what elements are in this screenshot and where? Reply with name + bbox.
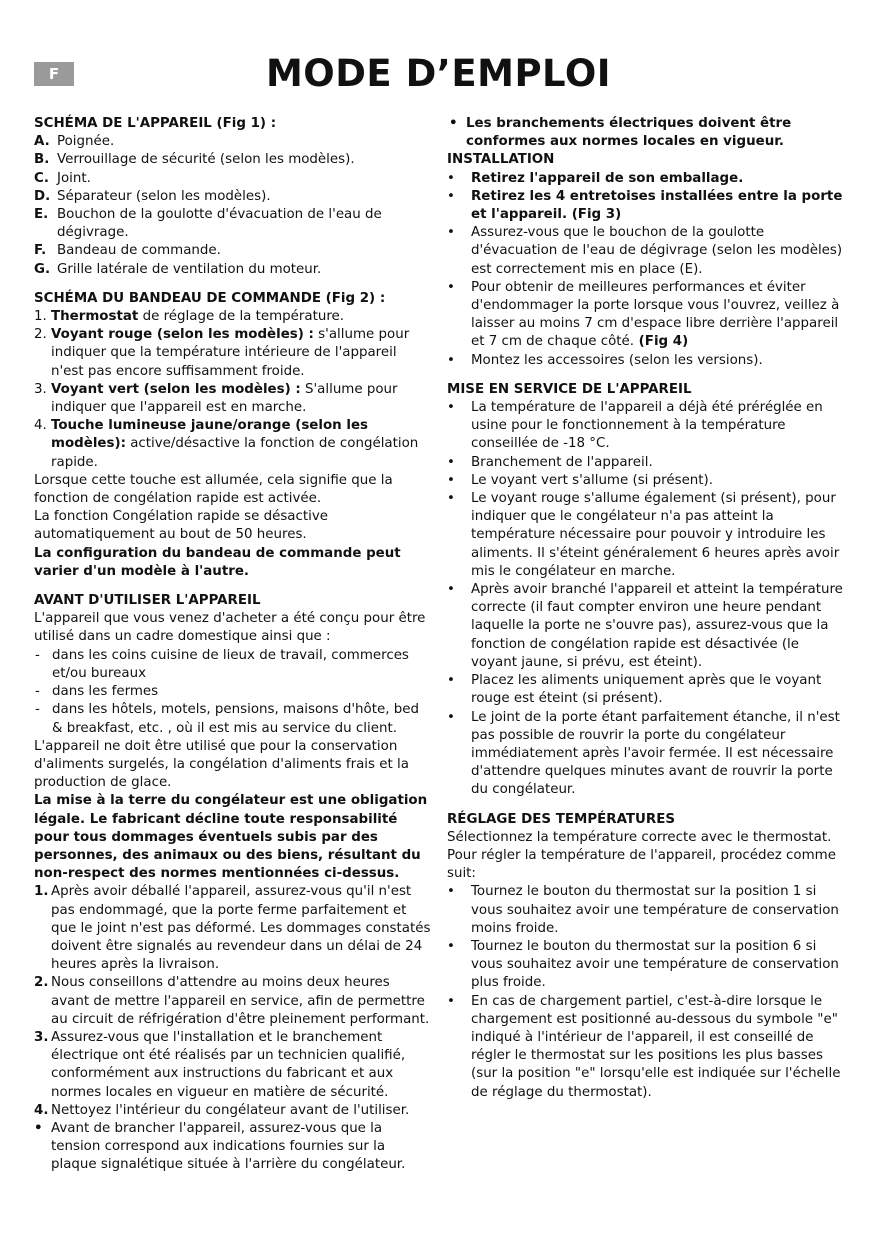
list-marker: -	[35, 702, 40, 718]
list-marker: •	[447, 993, 455, 1009]
bold-term: Retirez les 4 entretoises installées entre la porte et l'appareil. (Fig 3)	[471, 188, 843, 223]
list-item	[447, 454, 847, 472]
section-heading: SCHÉMA DU BANDEAU DE COMMANDE (Fig 2) :	[34, 290, 386, 306]
list-item	[447, 581, 847, 672]
list-text	[471, 224, 847, 279]
list-marker: •	[447, 491, 455, 507]
list-marker: •	[447, 454, 455, 470]
list-text: Séparateur (selon les modèles).	[57, 188, 271, 204]
list-item	[447, 472, 847, 490]
list-text: En cas de chargement partiel, c'est-à-dire lorsque le chargement est positionné au-dessous du symbole "e" indiqué à l'intérieur de l'appareil, il est conseillé de régler le thermostat sur les positions les plus basses (sur la position "e" lorsqu'elle est indiquée sur l'échelle de réglage du thermostat).	[471, 993, 841, 1100]
list-marker: •	[447, 170, 455, 186]
list-text: Tournez le bouton du thermostat sur la position 1 si vous souhaitez avoir une température de conservation moins froide.	[471, 884, 839, 936]
list-text: Branchement de l'appareil.	[471, 454, 653, 470]
term-description: Assurez-vous que le bouchon de la goulotte d'évacuation de l'eau de dégivrage (selon les modèles) est correctement mis en place (E).	[471, 225, 843, 277]
list-marker: •	[447, 582, 455, 598]
paragraph: L'appareil que vous venez d'acheter a été conçu pour être utilisé dans un cadre domestique ainsi que :	[34, 611, 426, 645]
list-text: Les branchements électriques doivent être conformes aux normes locales en vigueur.	[466, 116, 792, 150]
list-item	[34, 883, 432, 974]
list-text	[51, 308, 432, 326]
list-marker: 2.	[34, 975, 49, 991]
list-text: La température de l'appareil a déjà été préréglée en usine pour le fonctionnement à la température conseillée de -18 °C.	[471, 400, 823, 452]
list-item	[34, 326, 432, 381]
list-item	[34, 188, 432, 206]
before-use-steps	[34, 883, 432, 1174]
list-text: Nous conseillons d'attendre au moins deux heures avant de mettre l'appareil en service, afin de permettre au circuit de réfrigération d'être pleinement performant.	[51, 975, 430, 1027]
bold-paragraph: La mise à la terre du congélateur est une obligation légale. Le fabricant décline toute responsabilité pour tous dommages éventuels subis par des personnes, des animaux ou des biens, résultant du non-respect des normes mentionnées ci-dessus.	[34, 793, 428, 882]
term-description: Pour obtenir de meilleures performances et éviter d'endommager la porte lorsque vous l'ouvrez, veillez à laisser au moins 7 cm d'espace libre derrière l'appareil et 7 cm de chaque côté.	[471, 279, 840, 350]
list-item	[447, 352, 847, 370]
paragraph: La fonction Congélation rapide se désactive automatiquement au bout de 50 heures.	[34, 509, 328, 543]
list-item	[34, 170, 432, 188]
bold-term: Thermostat	[51, 309, 139, 325]
page-title: MODE D’EMPLOI	[265, 52, 612, 95]
list-marker: •	[447, 709, 455, 725]
list-item	[34, 242, 432, 260]
list-text: Après avoir branché l'appareil et atteint la température correcte (il faut compter environ une heure pendant laquelle la porte ne s'ouvre pas), assurez-vous que la fonction de congélation rapide est désactivée (le voyant jaune, si prévu, est éteint).	[471, 582, 843, 670]
paragraph: Sélectionnez la température correcte avec le thermostat.	[447, 829, 832, 845]
section-heading: SCHÉMA DE L'APPAREIL (Fig 1) :	[34, 116, 277, 131]
list-marker: •	[449, 116, 458, 131]
appliance-parts-list	[34, 133, 432, 279]
list-text: Placez les aliments uniquement après que le voyant rouge est éteint (si présent).	[471, 673, 822, 707]
list-marker: F.	[34, 243, 47, 259]
list-marker: 4.	[34, 1102, 49, 1118]
list-marker: •	[447, 225, 455, 241]
list-text	[51, 381, 432, 417]
list-text: dans les fermes	[52, 684, 159, 700]
language-badge: F	[34, 62, 74, 86]
term-description: active/désactive la fonction de congélation rapide.	[51, 436, 419, 470]
list-text: Bouchon de la goulotte d'évacuation de l'eau de dégivrage.	[57, 207, 382, 241]
list-item	[447, 883, 847, 938]
list-text	[51, 326, 432, 381]
list-item	[34, 206, 432, 242]
paragraph: L'appareil ne doit être utilisé que pour la conservation d'aliments surgelés, la congélation d'aliments frais et la production de glace.	[34, 738, 409, 791]
bold-paragraph: La configuration du bandeau de commande peut varier d'un modèle à l'autre.	[34, 545, 401, 579]
list-marker: •	[447, 352, 455, 368]
list-text: Joint.	[57, 170, 91, 186]
paragraph: Lorsque cette touche est allumée, cela signifie que la fonction de congélation rapide est activée.	[34, 472, 393, 507]
temperature-settings-list	[447, 883, 847, 1101]
list-text: Avant de brancher l'appareil, assurez-vous que la tension correspond aux indications fournies sur la plaque signalétique située à l'arrière du congélateur.	[51, 1120, 406, 1173]
list-marker: B.	[34, 152, 50, 168]
list-marker: •	[447, 472, 455, 488]
list-text: dans les hôtels, motels, pensions, maisons d'hôte, bed & breakfast, etc. , où il est mis au service du client.	[52, 702, 419, 736]
figure-reference: (Fig 4)	[634, 334, 689, 350]
list-marker: 3.	[34, 1029, 49, 1045]
bold-term: Voyant vert (selon les modèles) :	[51, 381, 301, 397]
bold-term: Retirez l'appareil de son emballage.	[471, 170, 744, 186]
list-text: Nettoyez l'intérieur du congélateur avant de l'utiliser.	[51, 1102, 410, 1118]
term-description: s'allume pour indiquer que la température intérieure de l'appareil n'est pas encore suffisamment froide.	[51, 327, 410, 379]
commissioning-list	[447, 399, 847, 799]
list-item	[34, 1120, 432, 1175]
list-marker: •	[447, 400, 455, 416]
bold-term: Voyant rouge (selon les modèles) :	[51, 327, 314, 343]
list-item	[34, 1029, 432, 1102]
list-text: Tournez le bouton du thermostat sur la position 6 si vous souhaitez avoir une température de conservation plus froide.	[471, 938, 839, 991]
list-text: Bandeau de commande.	[57, 243, 221, 259]
usage-context-list	[34, 647, 432, 738]
list-item	[34, 1102, 432, 1120]
list-marker: •	[447, 188, 455, 204]
list-item	[34, 151, 432, 169]
list-marker: •	[447, 938, 455, 954]
list-item	[447, 672, 847, 708]
right-column	[447, 115, 847, 1102]
list-text: Assurez-vous que l'installation et le branchement électrique ont été réalisés par un technicien qualifié, conformément aux instructions du fabricant et aux normes locales en vigueur en matière de sécurité.	[51, 1029, 406, 1100]
list-item	[34, 308, 432, 326]
list-item	[447, 224, 847, 279]
list-marker: 1.	[34, 309, 47, 325]
list-item	[34, 381, 432, 417]
list-marker: D.	[34, 188, 51, 204]
section-heading: MISE EN SERVICE DE L'APPAREIL	[447, 381, 692, 397]
list-text	[51, 417, 432, 472]
term-description: de réglage de la température.	[138, 309, 345, 325]
list-item	[447, 188, 847, 224]
list-text: Après avoir déballé l'appareil, assurez-vous qu'il n'est pas endommagé, que la porte ferme parfaitement et que le joint n'est pas déformé. Les dommages constatés doivent être signalés au revendeur dans un délai de 24 heures après la livraison.	[51, 884, 431, 973]
list-text: dans les coins cuisine de lieux de travail, commerces et/ou bureaux	[52, 647, 409, 681]
list-item	[34, 683, 432, 701]
list-text: Verrouillage de sécurité (selon les modèles).	[57, 152, 355, 168]
list-item	[34, 974, 432, 1029]
list-marker: •	[447, 279, 455, 295]
list-marker: C.	[34, 170, 49, 186]
list-item	[447, 279, 847, 352]
list-marker: -	[35, 684, 40, 700]
list-item	[447, 938, 847, 993]
list-marker: •	[447, 884, 455, 900]
list-marker: 4.	[34, 418, 47, 434]
list-marker: A.	[34, 134, 50, 150]
section-heading: INSTALLATION	[447, 152, 555, 168]
list-text	[471, 170, 847, 188]
section-heading: RÉGLAGE DES TEMPÉRATURES	[447, 811, 676, 827]
list-item	[34, 261, 432, 279]
paragraph: Pour régler la température de l'appareil, procédez comme suit:	[447, 847, 836, 882]
section-heading: AVANT D'UTILISER L'APPAREIL	[34, 593, 261, 609]
list-item	[447, 993, 847, 1102]
list-marker: E.	[34, 207, 49, 223]
list-item	[447, 490, 847, 581]
list-marker: -	[35, 647, 40, 663]
list-item	[447, 709, 847, 800]
list-item	[447, 115, 847, 151]
list-marker: •	[447, 673, 455, 689]
control-panel-list	[34, 308, 432, 472]
list-text	[471, 279, 847, 352]
list-item	[34, 417, 432, 472]
list-item	[34, 133, 432, 151]
list-text	[471, 188, 847, 224]
installation-list	[447, 170, 847, 370]
list-text	[471, 352, 847, 370]
list-text: Le joint de la porte étant parfaitement étanche, il n'est pas possible de rouvrir la porte du congélateur immédiatement après l'avoir fermée. Il est nécessaire d'attendre quelques minutes avant de rouvrir la porte du congélateur.	[471, 709, 840, 798]
list-marker: •	[34, 1120, 43, 1136]
list-marker: G.	[34, 261, 51, 277]
list-text: Le voyant vert s'allume (si présent).	[471, 472, 714, 488]
term-description: Montez les accessoires (selon les versions).	[471, 352, 763, 368]
list-item	[447, 170, 847, 188]
list-item	[447, 399, 847, 454]
term-description: S'allume pour indiquer que l'appareil est en marche.	[51, 381, 398, 416]
list-marker: 2.	[34, 327, 47, 343]
list-item	[34, 701, 432, 737]
list-item	[34, 647, 432, 683]
bold-term: Touche lumineuse jaune/orange (selon les modèles):	[51, 418, 368, 452]
electrical-note	[447, 115, 847, 151]
left-column	[34, 115, 432, 1175]
list-marker: 1.	[34, 884, 49, 900]
list-text: Le voyant rouge s'allume également (si présent), pour indiquer que le congélateur n'a pas atteint la température nécessaire pour pouvoir y introduire les aliments. Il s'éteint généralement 6 heures après avoir mis le congélateur en marche.	[471, 491, 840, 579]
list-text: Poignée.	[57, 134, 115, 150]
list-marker: 3.	[34, 381, 47, 397]
list-text: Grille latérale de ventilation du moteur.	[57, 261, 322, 277]
